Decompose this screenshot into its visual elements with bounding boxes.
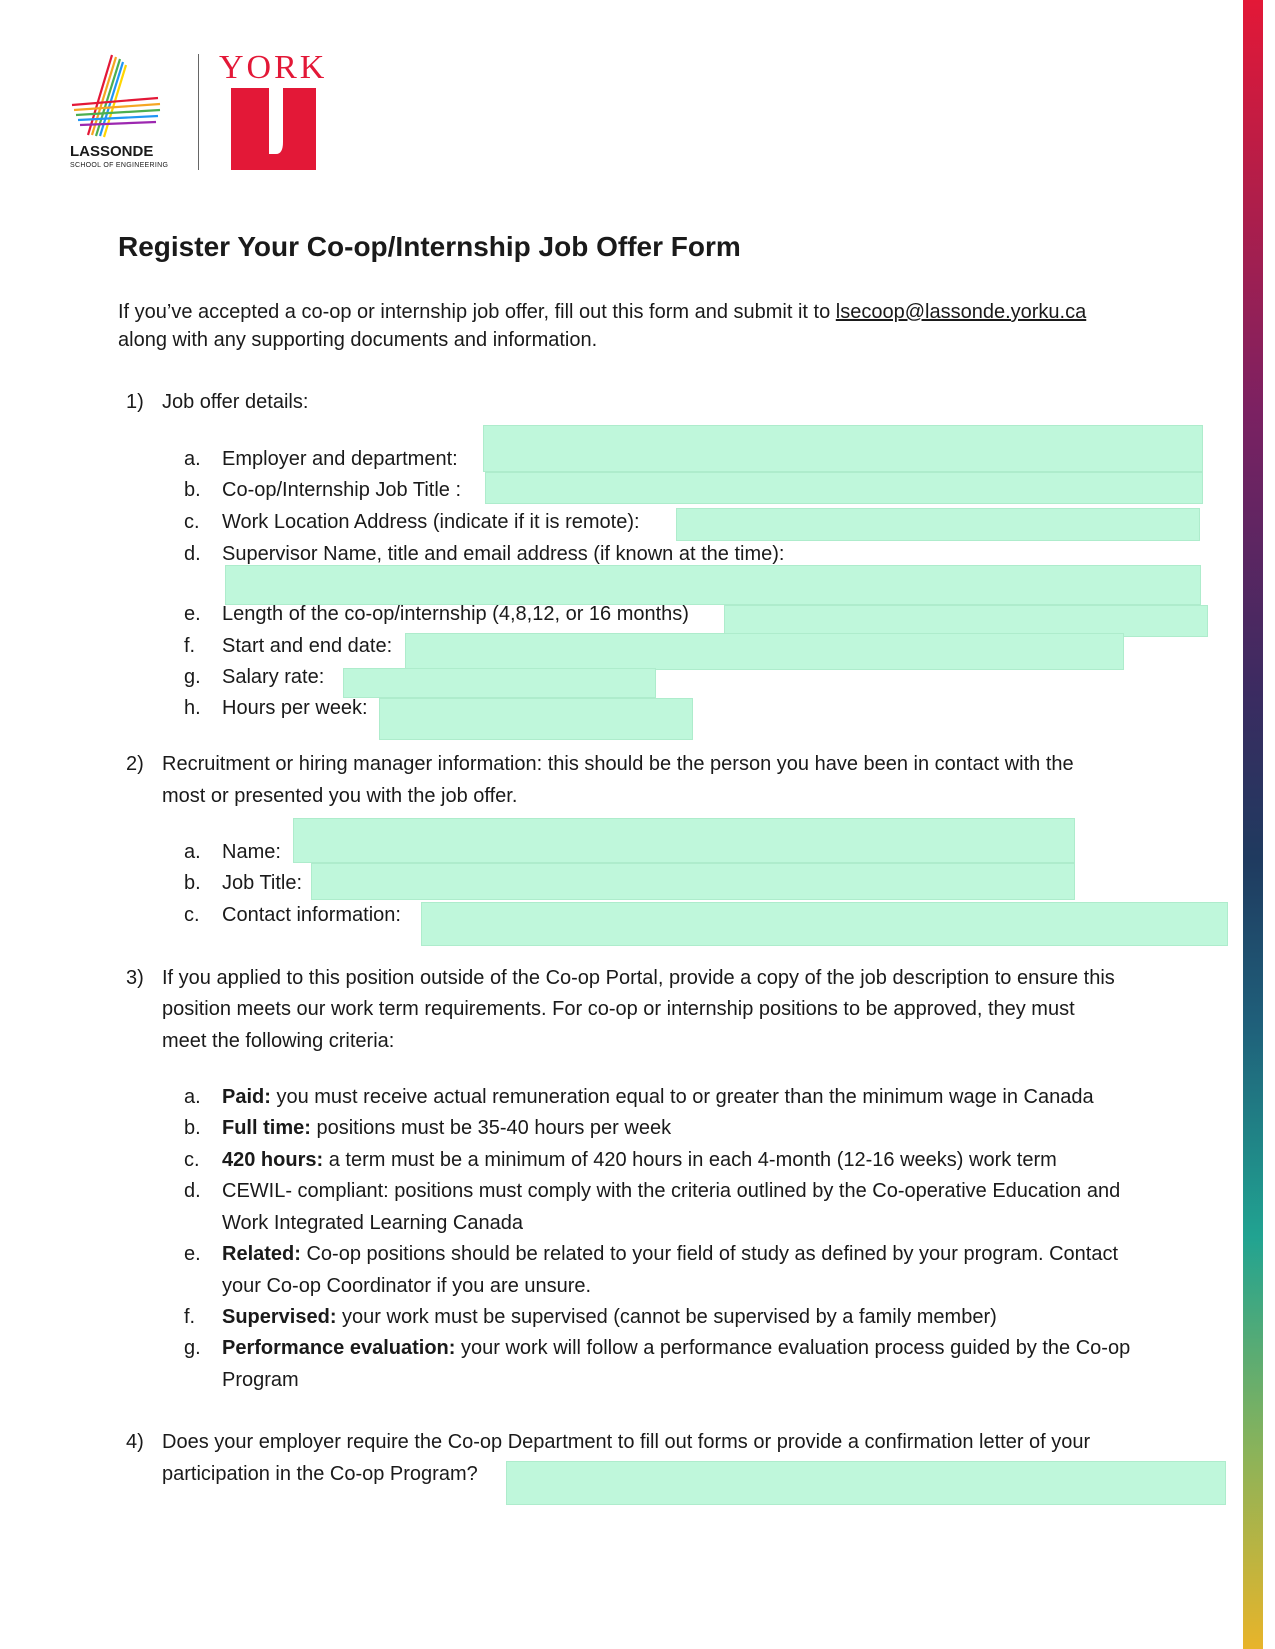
salary-input[interactable] [343,668,656,698]
section1-heading: Job offer details: [162,391,309,413]
s1-label-job-title: Co-op/Internship Job Title : [222,479,462,501]
s2-letter: b. [184,872,201,894]
s1-label-hours: Hours per week: [222,697,368,719]
employer-forms-input[interactable] [506,1461,1226,1505]
section2-line-1: Recruitment or hiring manager information: this should be the person you have been in contact with the [162,753,1074,775]
intro-text: If you’ve accepted a co-op or internship job offer, fill out this form and submit it to [118,301,836,323]
s1-label-employer: Employer and department: [222,448,458,470]
criteria-text: Co-op positions should be related to your field of study as defined by your program. Contact [300,1243,1119,1265]
criteria-cewil [222,1177,1120,1205]
s1-label-supervisor: Supervisor Name, title and email address (if known at the time): [222,543,785,565]
criteria-bold: Related: [222,1243,301,1265]
s3-letter: g. [184,1337,201,1359]
criteria-bold: Full time: [222,1117,311,1139]
manager-job-title-input[interactable] [311,863,1075,900]
criteria-bold: Supervised: [222,1306,337,1328]
s3-letter: f. [184,1306,196,1328]
s3-letter: e. [184,1243,201,1265]
section3-number: 3) [126,967,144,989]
manager-contact-input[interactable] [421,902,1228,946]
start-end-date-input[interactable] [405,633,1124,670]
section4-line-1: Does your employer require the Co-op Department to fill out forms or provide a confirmation letter of your [162,1431,1091,1453]
section1-number: 1) [126,391,144,413]
criteria-text: CEWIL- compliant: positions must comply with the criteria outlined by the Co-operative Education and [222,1180,1121,1202]
manager-name-input[interactable] [293,818,1075,863]
s2-label-contact: Contact information: [222,904,401,926]
page-title: Register Your Co-op/Internship Job Offer Form [118,231,741,262]
employer-input[interactable] [483,425,1203,472]
s1-label-salary: Salary rate: [222,666,325,688]
criteria-text: positions must be 35-40 hours per week [310,1117,672,1139]
s1-letter: c. [184,511,200,533]
criteria-text: your work must be supervised (cannot be supervised by a family member) [336,1306,997,1328]
s2-label-job-title: Job Title: [222,872,303,894]
criteria-related [222,1240,1118,1268]
s1-label-dates: Start and end date: [222,635,393,657]
criteria-text: your work will follow a performance evaluation process guided by the Co-op [455,1337,1131,1359]
york-wordmark: YORK [219,49,328,86]
s2-letter: c. [184,904,200,926]
criteria-bold: 420 hours: [222,1149,324,1171]
section4-line-2: participation in the Co-op Program? [162,1463,478,1485]
s1-letter: b. [184,479,201,501]
criteria-related-cont: your Co-op Coordinator if you are unsure. [222,1275,592,1297]
s3-letter: d. [184,1180,201,1202]
section3-line-2: position meets our work term requirements. For co-op or internship positions to be approved, they must [162,998,1075,1020]
s3-letter: a. [184,1086,201,1108]
s1-letter: f. [184,635,196,657]
supervisor-input[interactable] [225,565,1201,605]
s3-letter: c. [184,1149,200,1171]
s2-label-name: Name: [222,841,281,863]
section3-line-1: If you applied to this position outside of the Co-op Portal, provide a copy of the job description to ensure this [162,967,1115,989]
s1-letter: d. [184,543,201,565]
s1-label-length: Length of the co-op/internship (4,8,12, or 16 months) [222,603,689,625]
section2-number: 2) [126,753,144,775]
section2-line-2: most or presented you with the job offer. [162,785,518,807]
s1-letter: a. [184,448,201,470]
criteria-paid [222,1083,1094,1111]
criteria-supervised [222,1303,997,1331]
work-location-input[interactable] [676,508,1200,541]
logo-divider [198,54,199,170]
criteria-bold: Performance evaluation: [222,1337,456,1359]
s2-letter: a. [184,841,201,863]
criteria-bold: Paid: [222,1086,271,1108]
criteria-performance-cont: Program [222,1369,299,1391]
criteria-text: a term must be a minimum of 420 hours in each 4-month (12-16 weeks) work term [323,1149,1057,1171]
s1-letter: g. [184,666,201,688]
intro-line-2: along with any supporting documents and information. [118,329,598,351]
s1-letter: e. [184,603,201,625]
york-u-logo [231,88,316,170]
side-accent-bar [1243,0,1263,1649]
lassonde-name: LASSONDE [70,143,154,160]
job-title-input[interactable] [485,472,1203,504]
hours-per-week-input[interactable] [379,698,693,740]
criteria-performance [222,1334,1130,1362]
criteria-420-hours [222,1146,1057,1174]
s1-label-work-location: Work Location Address (indicate if it is remote): [222,511,640,533]
email-link[interactable]: lsecoop@lassonde.yorku.ca [835,301,1087,323]
intro-line-1 [118,298,1086,326]
lassonde-subtitle: SCHOOL OF ENGINEERING [70,162,169,169]
criteria-full-time [222,1114,671,1142]
criteria-text: you must receive actual remuneration equal to or greater than the minimum wage in Canada [270,1086,1094,1108]
criteria-cewil-cont: Work Integrated Learning Canada [222,1212,523,1234]
section4-number: 4) [126,1431,144,1453]
s3-letter: b. [184,1117,201,1139]
s1-letter: h. [184,697,201,719]
section3-line-3: meet the following criteria: [162,1030,395,1052]
